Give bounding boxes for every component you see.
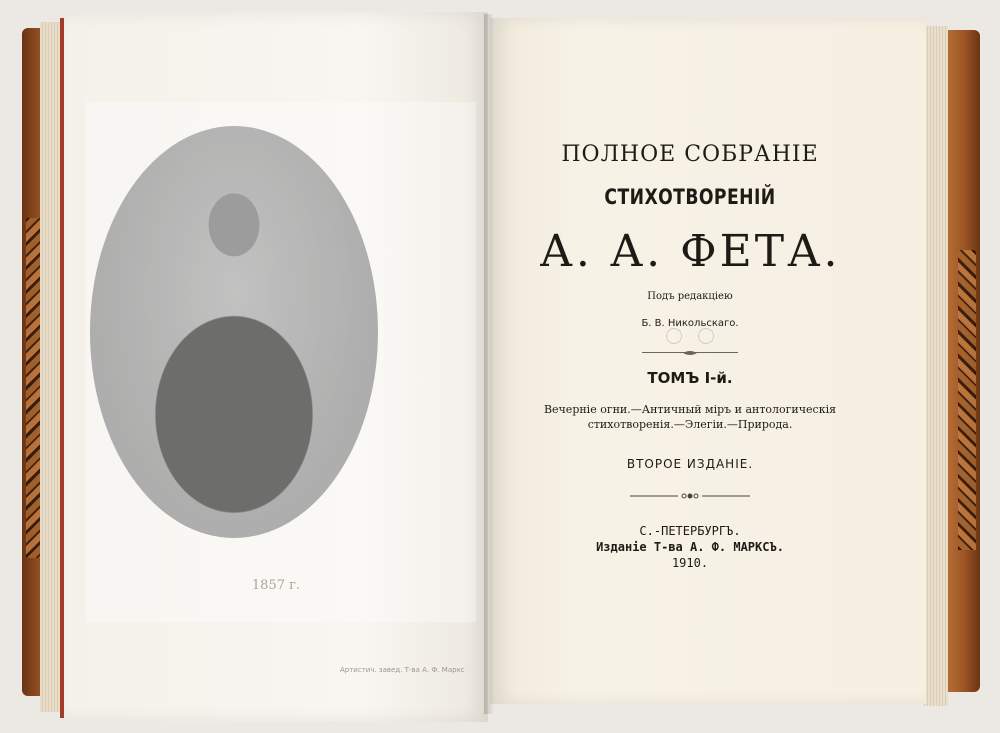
editor-prefix: Подъ редакціею	[647, 291, 733, 302]
editor-name: Б. В. Никольскаго.	[641, 318, 739, 329]
edition-label: ВТОРОЕ ИЗДАНІЕ.	[626, 457, 754, 471]
imprint-publisher: Изданіе Т-ва А. Ф. МАРКСЪ.	[596, 540, 784, 554]
cover-texture	[958, 250, 976, 550]
imprint-year: 1910.	[671, 556, 709, 570]
seal-icon	[698, 328, 714, 344]
show-through-print	[540, 328, 840, 346]
title-line-1: ПОЛНОЕ СОБРАНІЕ	[561, 142, 819, 167]
ornament-divider-icon	[630, 492, 750, 500]
seal-icon	[666, 328, 682, 344]
author-name: А. А. ФЕТА.	[539, 226, 841, 277]
title-line-2: СТИХОТВОРЕНІЙ	[604, 185, 776, 209]
fleuron-icon	[682, 350, 698, 356]
page-edges-right	[924, 26, 948, 706]
volume-contents: Вечерніе огни.—Античный міръ и антологическія стихотворенія.—Элегіи.—Природа.	[543, 403, 837, 431]
printer-note: Артистич. завед. Т-ва А. Ф. Маркс	[340, 666, 465, 674]
imprint-city: С.-ПЕТЕРБУРГЪ.	[639, 524, 741, 538]
book-gutter	[484, 14, 494, 714]
imprint	[490, 523, 890, 571]
portrait-year: 1857 г.	[251, 578, 301, 593]
oval-portrait	[90, 126, 378, 538]
divider-rule	[642, 352, 738, 353]
title-page	[490, 18, 926, 704]
volume-label: ТОМЪ І-й.	[647, 369, 733, 387]
